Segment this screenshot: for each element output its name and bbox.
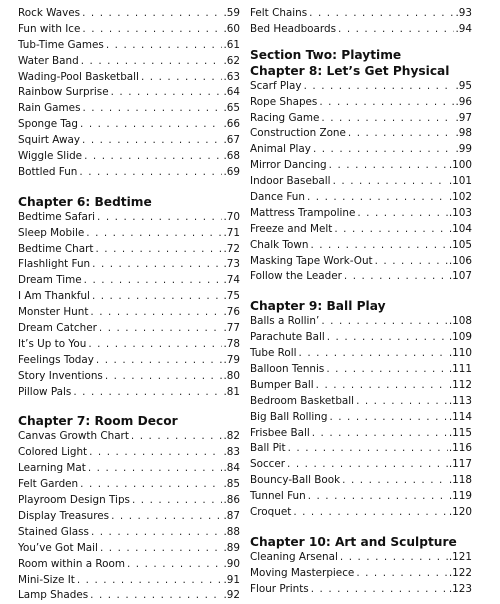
toc-entry [18, 321, 240, 337]
entry-title: Mirror Dancing [250, 159, 327, 172]
toc-entry [250, 206, 472, 222]
toc-entry [18, 429, 240, 445]
toc-entry [18, 477, 240, 493]
entry-title: Flour Prints [250, 582, 309, 595]
dot-leader [105, 369, 223, 385]
entry-title: Rainbow Surprise [18, 86, 109, 99]
dot-leader [96, 353, 223, 369]
toc-entry [18, 289, 240, 305]
dot-leader [321, 111, 454, 127]
entry-page-number: .98 [455, 127, 472, 140]
entry-title: Dance Fun [250, 191, 305, 204]
toc-entry [18, 257, 240, 273]
entry-title: Masking Tape Work-Out [250, 254, 373, 267]
dot-leader [95, 242, 222, 258]
dot-leader [127, 557, 222, 573]
toc-entry [18, 337, 240, 353]
dot-leader [321, 314, 448, 330]
toc-entry [250, 190, 472, 206]
toc-entry [18, 6, 240, 22]
entry-page-number: .117 [448, 458, 472, 471]
toc-right-column [250, 6, 472, 598]
entry-title: Ball Pit [250, 442, 286, 455]
dot-leader [333, 174, 448, 190]
chapter-10-heading: Chapter 10: Art and Sculpture [250, 534, 457, 549]
entry-page-number: .114 [448, 410, 472, 423]
entry-page-number: .103 [448, 206, 472, 219]
entry-title: Follow the Leader [250, 270, 342, 283]
entry-page-number: .111 [448, 363, 472, 376]
entry-title: Scarf Play [250, 79, 302, 92]
entry-page-number: .66 [223, 118, 240, 131]
entry-title: Pillow Pals [18, 385, 72, 398]
section-two-heading: Section Two: Playtime [250, 47, 402, 62]
entry-page-number: .83 [223, 446, 240, 459]
entry-title: Monster Hunt [18, 306, 89, 319]
chapter-9-entries [250, 314, 472, 521]
entry-title: Dream Catcher [18, 322, 97, 335]
dot-leader [132, 493, 223, 509]
dot-leader [375, 254, 448, 270]
entry-title: Felt Chains [250, 7, 308, 19]
entry-page-number: .94 [455, 22, 472, 35]
entry-page-number: .86 [223, 494, 240, 507]
toc-entry [18, 38, 240, 54]
dot-leader [309, 6, 454, 22]
toc-entry [18, 493, 240, 509]
dot-leader [304, 79, 455, 95]
entry-page-number: .92 [223, 589, 240, 602]
entry-page-number: .78 [223, 337, 240, 350]
dot-leader [81, 54, 223, 70]
entry-title: Bedroom Basketball [250, 394, 355, 407]
entry-title: Story Inventions [18, 369, 103, 382]
toc-entry [250, 378, 472, 394]
entry-page-number: .91 [223, 573, 240, 586]
toc-entry [250, 362, 472, 378]
entry-title: Tube Roll [250, 347, 297, 360]
toc-entry [250, 394, 472, 410]
entry-page-number: .105 [448, 238, 472, 251]
entry-title: Canvas Growth Chart [18, 430, 129, 443]
toc-entry [18, 242, 240, 258]
chapter-7-entries [18, 429, 240, 604]
chapter-6-heading: Chapter 6: Bedtime [18, 194, 152, 209]
toc-entry [250, 314, 472, 330]
dot-leader [340, 550, 448, 566]
entry-page-number: .122 [448, 566, 472, 579]
toc-entry [18, 557, 240, 573]
entry-page-number: .108 [448, 315, 472, 328]
dot-leader [82, 6, 222, 22]
toc-entry [250, 79, 472, 95]
entry-page-number: .104 [448, 222, 472, 235]
dot-leader [90, 588, 222, 604]
toc-entry [250, 222, 472, 238]
dot-leader [316, 378, 448, 394]
toc-entry [250, 410, 472, 426]
dot-leader [84, 273, 223, 289]
entry-page-number: .85 [223, 478, 240, 491]
entry-page-number: .71 [223, 226, 240, 239]
entry-page-number: .73 [223, 258, 240, 271]
toc-entry [18, 445, 240, 461]
dot-leader [327, 330, 448, 346]
toc-entry [250, 238, 472, 254]
entry-page-number: .116 [448, 442, 472, 455]
toc-entry [250, 441, 472, 457]
dot-leader [356, 394, 448, 410]
entry-title: Learning Mat [18, 462, 86, 475]
entry-page-number: .88 [223, 525, 240, 538]
dot-leader [88, 461, 223, 477]
entry-title: Stained Glass [18, 525, 89, 538]
entry-title: Room within a Room [18, 557, 125, 570]
dot-leader [91, 525, 223, 541]
dot-leader [308, 489, 448, 505]
entry-title: Construction Zone [250, 127, 346, 140]
toc-entry [250, 95, 472, 111]
entry-title: It’s Up to You [18, 337, 87, 350]
entry-title: Rain Games [18, 102, 81, 115]
dot-leader [73, 385, 222, 401]
dot-leader [299, 346, 448, 362]
chapter-8-heading: Chapter 8: Let’s Get Physical [250, 63, 450, 78]
chapter-8-entries [250, 79, 472, 286]
entry-title: Big Ball Rolling [250, 410, 328, 423]
entry-title: Feelings Today [18, 353, 94, 366]
entry-page-number: .68 [223, 150, 240, 163]
entry-title: Balloon Tennis [250, 363, 325, 376]
entry-page-number: .106 [448, 254, 472, 267]
toc-entry [250, 457, 472, 473]
dot-leader [80, 477, 222, 493]
entry-page-number: .75 [223, 290, 240, 303]
entry-title: Tub-Time Games [18, 38, 104, 51]
entry-title: Balls a Rollin’ [250, 315, 320, 328]
dot-leader [88, 337, 222, 353]
entry-page-number: .74 [223, 274, 240, 287]
toc-left-column [18, 6, 240, 604]
entry-page-number: .99 [455, 143, 472, 156]
toc-entry [250, 158, 472, 174]
entry-title: Colored Light [18, 446, 88, 459]
dot-leader [131, 429, 223, 445]
chapter-9-heading: Chapter 9: Ball Play [250, 299, 386, 314]
toc-group-continued [18, 6, 240, 181]
toc-entry [18, 509, 240, 525]
toc-entry [250, 346, 472, 362]
entry-page-number: .113 [448, 394, 472, 407]
dot-leader [100, 541, 223, 557]
toc-entry [250, 254, 472, 270]
chapter-10-entries [250, 550, 472, 598]
entry-title: Rock Waves [18, 7, 81, 19]
entry-title: Fun with Ice [18, 22, 81, 35]
entry-page-number: .89 [223, 541, 240, 554]
entry-title: Rope Shapes [250, 95, 318, 108]
entry-title: Playroom Design Tips [18, 494, 130, 507]
dot-leader [334, 222, 447, 238]
chapter-6-entries [18, 210, 240, 401]
toc-entry [18, 22, 240, 38]
dot-leader [293, 505, 448, 521]
entry-page-number: .90 [223, 557, 240, 570]
entry-title: Cleaning Arsenal [250, 550, 338, 563]
entry-title: Sleep Mobile [18, 226, 85, 239]
entry-page-number: .79 [223, 353, 240, 366]
toc-entry [250, 473, 472, 489]
toc-entry [250, 426, 472, 442]
toc-entry [18, 165, 240, 181]
toc-entry [250, 489, 472, 505]
toc-entry [250, 505, 472, 521]
entry-page-number: .115 [448, 426, 472, 439]
entry-title: Moving Masterpiece [250, 566, 355, 579]
dot-leader [79, 165, 222, 181]
entry-title: Bed Headboards [250, 22, 337, 35]
entry-title: Soccer [250, 458, 286, 471]
dot-leader [312, 426, 448, 442]
entry-page-number: .62 [223, 54, 240, 67]
dot-leader [344, 269, 448, 285]
toc-entry [250, 6, 472, 22]
toc-entry [18, 133, 240, 149]
dot-leader [329, 410, 447, 426]
entry-title: Water Band [18, 54, 79, 67]
dot-leader [77, 573, 223, 589]
toc-entry [18, 525, 240, 541]
entry-title: Chalk Town [250, 238, 309, 251]
dot-leader [310, 238, 447, 254]
entry-page-number: .121 [448, 550, 472, 563]
dot-leader [348, 126, 455, 142]
entry-title: Bottled Fun [18, 165, 78, 178]
entry-title: Mattress Trampoline [250, 206, 356, 219]
dot-leader [357, 206, 448, 222]
entry-title: Wading-Pool Basketball [18, 70, 139, 83]
dot-leader [84, 149, 222, 165]
toc-entry [250, 566, 472, 582]
toc-entry [18, 117, 240, 133]
entry-page-number: .109 [448, 331, 472, 344]
dot-leader [311, 582, 448, 598]
dot-leader [90, 305, 222, 321]
toc-entry [250, 126, 472, 142]
dot-leader [342, 473, 448, 489]
entry-title: Parachute Ball [250, 331, 325, 344]
entry-title: Indoor Baseball [250, 175, 331, 188]
entry-page-number: .96 [455, 95, 472, 108]
dot-leader [338, 22, 454, 38]
entry-page-number: .123 [448, 582, 472, 595]
entry-page-number: .76 [223, 306, 240, 319]
entry-page-number: .102 [448, 191, 472, 204]
dot-leader [313, 142, 455, 158]
toc-entry [250, 330, 472, 346]
dot-leader [86, 226, 222, 242]
dot-leader [326, 362, 448, 378]
entry-title: Flashlight Fun [18, 258, 91, 271]
toc-entry [250, 582, 472, 598]
entry-title: Frisbee Ball [250, 426, 310, 439]
dot-leader [356, 566, 448, 582]
entry-page-number: .97 [455, 111, 472, 124]
chapter-7-heading: Chapter 7: Room Decor [18, 414, 178, 429]
entry-title: Mini-Size It [18, 573, 75, 586]
entry-page-number: .77 [223, 322, 240, 335]
entry-page-number: .110 [448, 347, 472, 360]
entry-page-number: .107 [448, 270, 472, 283]
dot-leader [287, 457, 448, 473]
toc-entry [18, 573, 240, 589]
entry-title: Bedtime Safari [18, 210, 96, 223]
dot-leader [89, 445, 222, 461]
dot-leader [92, 257, 222, 273]
dot-leader [307, 190, 448, 206]
entry-title: Tunnel Fun [250, 490, 306, 503]
entry-page-number: .63 [223, 70, 240, 83]
entry-page-number: .82 [223, 430, 240, 443]
entry-title: Croquet [250, 506, 292, 519]
dot-leader [106, 38, 223, 54]
toc-entry [250, 550, 472, 566]
toc-entry [250, 174, 472, 190]
toc-entry [250, 142, 472, 158]
entry-page-number: .59 [223, 7, 240, 19]
toc-entry [18, 461, 240, 477]
entry-title: Animal Play [250, 143, 311, 156]
toc-entry [18, 101, 240, 117]
entry-title: Display Treasures [18, 509, 110, 522]
entry-page-number: .87 [223, 509, 240, 522]
entry-title: Felt Garden [18, 478, 79, 491]
entry-page-number: .60 [223, 22, 240, 35]
toc-entry [18, 149, 240, 165]
toc-entry [18, 541, 240, 557]
entry-page-number: .84 [223, 462, 240, 475]
toc-entry [250, 111, 472, 127]
dot-leader [141, 70, 223, 86]
dot-leader [329, 158, 448, 174]
toc-entry [18, 210, 240, 226]
dot-leader [111, 85, 223, 101]
entry-page-number: .69 [223, 165, 240, 178]
dot-leader [99, 321, 223, 337]
entry-page-number: .80 [223, 369, 240, 382]
toc-entry [18, 85, 240, 101]
entry-page-number: .81 [223, 385, 240, 398]
entry-title: Squirt Away [18, 134, 81, 147]
entry-title: Bedtime Chart [18, 242, 94, 255]
toc-entry [250, 269, 472, 285]
entry-page-number: .65 [223, 102, 240, 115]
entry-title: Dream Time [18, 274, 82, 287]
entry-title: Freeze and Melt [250, 222, 333, 235]
entry-page-number: .72 [223, 242, 240, 255]
dot-leader [82, 133, 222, 149]
entry-page-number: .67 [223, 134, 240, 147]
toc-entry [18, 54, 240, 70]
entry-title: I Am Thankful [18, 290, 90, 303]
entry-title: Sponge Tag [18, 118, 79, 131]
entry-page-number: .70 [223, 210, 240, 223]
entry-title: Bouncy-Ball Book [250, 474, 341, 487]
dot-leader [80, 117, 222, 133]
entry-title: Lamp Shades [18, 589, 89, 602]
toc-entry [18, 273, 240, 289]
dot-leader [92, 289, 223, 305]
toc-entry [18, 353, 240, 369]
entry-title: Bumper Ball [250, 378, 314, 391]
entry-page-number: .119 [448, 490, 472, 503]
dot-leader [82, 101, 222, 117]
entry-page-number: .120 [448, 506, 472, 519]
entry-page-number: .118 [448, 474, 472, 487]
toc-entry [18, 226, 240, 242]
entry-page-number: .112 [448, 378, 472, 391]
toc-entry [18, 305, 240, 321]
entry-page-number: .93 [455, 7, 472, 19]
entry-page-number: .64 [223, 86, 240, 99]
dot-leader [82, 22, 222, 38]
toc-entry [18, 70, 240, 86]
entry-title: Racing Game [250, 111, 320, 124]
dot-leader [111, 509, 222, 525]
entry-page-number: .61 [223, 38, 240, 51]
toc-entry [18, 588, 240, 604]
entry-page-number: .95 [455, 79, 472, 92]
entry-title: Wiggle Slide [18, 150, 83, 163]
entry-title: You’ve Got Mail [18, 541, 98, 554]
dot-leader [319, 95, 454, 111]
toc-group-continued-right [250, 6, 472, 38]
toc-entry [18, 385, 240, 401]
toc-entry [18, 369, 240, 385]
toc-entry [250, 22, 472, 38]
entry-page-number: .101 [448, 175, 472, 188]
entry-page-number: .100 [448, 159, 472, 172]
dot-leader [97, 210, 222, 226]
dot-leader [288, 441, 448, 457]
